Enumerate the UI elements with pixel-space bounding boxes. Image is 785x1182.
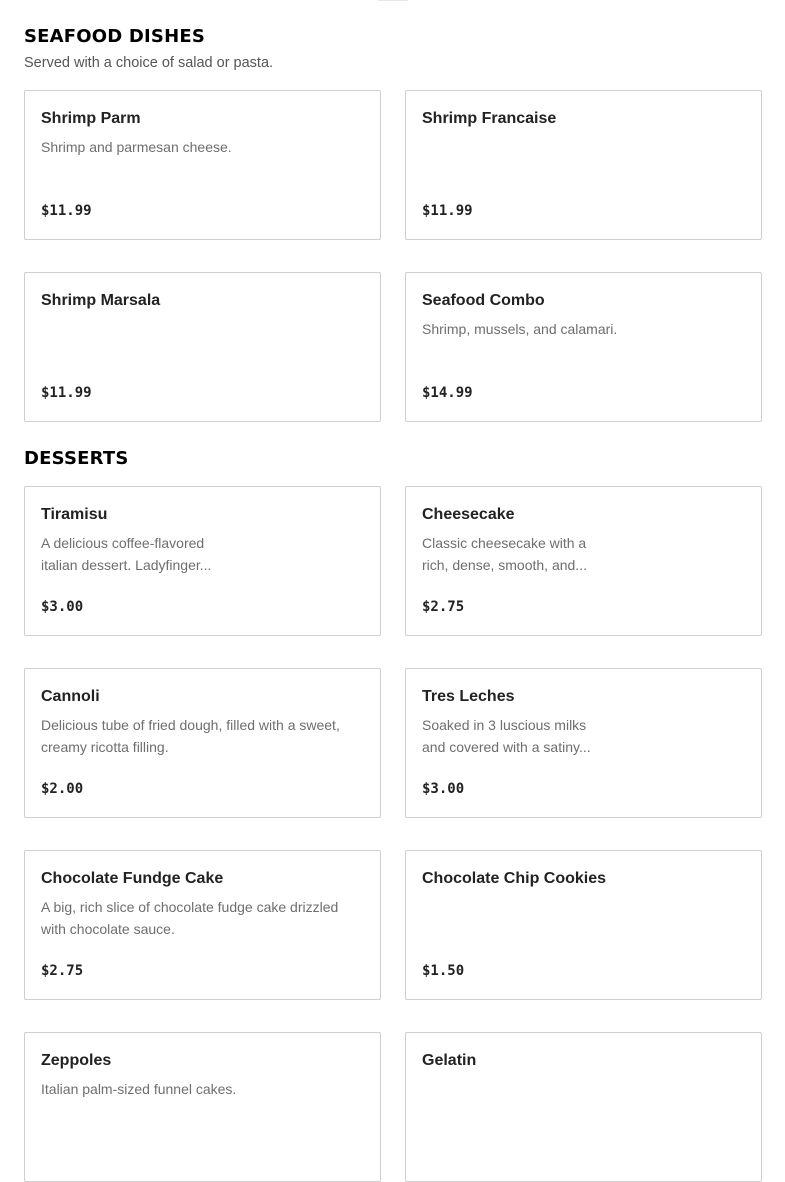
- menu-item-card[interactable]: [24, 1032, 381, 1182]
- menu-item-name: Tiramisu: [41, 506, 108, 523]
- menu-item-price: $2.75: [422, 599, 465, 615]
- section-title-desserts: DESSERTS: [24, 448, 129, 469]
- menu-item-name: Chocolate Chip Cookies: [422, 870, 607, 887]
- menu-item-card[interactable]: [24, 850, 381, 1000]
- menu-item-name: Cannoli: [41, 688, 100, 705]
- menu-item-name: Cheesecake: [422, 506, 515, 523]
- menu-item-price: $14.99: [422, 385, 473, 401]
- menu-item-card[interactable]: [24, 272, 381, 422]
- menu-item-card[interactable]: [24, 668, 381, 818]
- menu-item-name: Shrimp Francaise: [422, 110, 557, 127]
- top-divider: [378, 0, 408, 1]
- menu-item-card[interactable]: [405, 486, 762, 636]
- section-title-seafood: SEAFOOD DISHES: [24, 26, 206, 47]
- menu-item-description: Soaked in 3 luscious milks and covered with a satiny...: [422, 717, 591, 755]
- menu-item-name: Seafood Combo: [422, 292, 545, 309]
- menu-item-card[interactable]: [24, 486, 381, 636]
- menu-item-name: Tres Leches: [422, 688, 515, 705]
- menu-item-name: Gelatin: [422, 1052, 477, 1069]
- menu-item-card[interactable]: [405, 90, 762, 240]
- menu-item-price: $2.00: [41, 781, 84, 797]
- menu-item-description: Italian palm-sized funnel cakes.: [41, 1081, 237, 1097]
- menu-item-price: $11.99: [422, 203, 473, 219]
- menu-item-card[interactable]: [405, 668, 762, 818]
- menu-item-description: Shrimp, mussels, and calamari.: [422, 321, 618, 337]
- menu-item-name: Shrimp Parm: [41, 110, 141, 127]
- menu-item-name: Chocolate Fundge Cake: [41, 870, 224, 887]
- menu-item-card[interactable]: [405, 1032, 762, 1182]
- menu-item-card[interactable]: [405, 272, 762, 422]
- menu-item-description: Classic cheesecake with a rich, dense, smooth, and...: [422, 535, 587, 573]
- menu-item-card[interactable]: [405, 850, 762, 1000]
- menu-item-price: $11.99: [41, 385, 92, 401]
- menu-item-description: A delicious coffee-flavored italian dessert. Ladyfinger...: [41, 535, 212, 573]
- menu-item-description: Delicious tube of fried dough, filled with a sweet, creamy ricotta filling.: [41, 717, 340, 755]
- menu-item-description: A big, rich slice of chocolate fudge cake drizzled with chocolate sauce.: [41, 899, 339, 937]
- menu-item-card[interactable]: [24, 90, 381, 240]
- menu-item-price: $3.00: [422, 781, 465, 797]
- menu-item-price: $2.75: [41, 963, 84, 979]
- menu-item-description: Shrimp and parmesan cheese.: [41, 139, 232, 155]
- menu-item-price: $3.00: [41, 599, 84, 615]
- menu-item-name: Zeppoles: [41, 1052, 112, 1069]
- section-subtitle-seafood: Served with a choice of salad or pasta.: [24, 55, 274, 71]
- menu-item-price: $11.99: [41, 203, 92, 219]
- menu-item-price: $1.50: [422, 963, 465, 979]
- menu-item-name: Shrimp Marsala: [41, 292, 161, 309]
